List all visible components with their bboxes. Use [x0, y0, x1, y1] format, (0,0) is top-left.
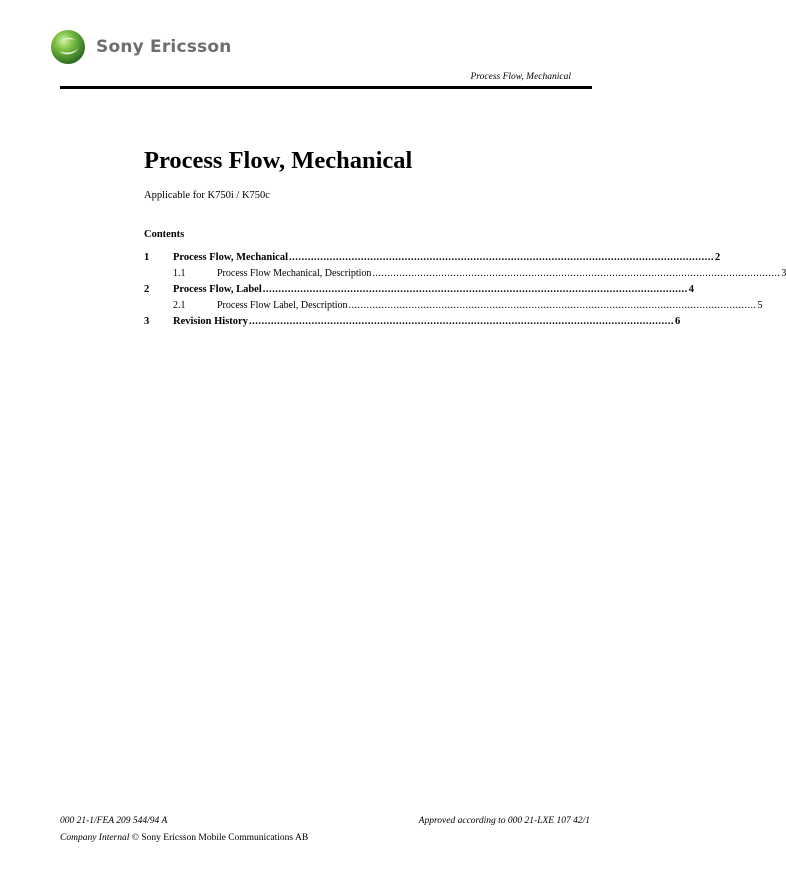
footer-company: Sony Ericsson Mobile Communications AB [141, 833, 309, 843]
toc-entry-number: 3 [144, 316, 150, 327]
header-divider [60, 86, 592, 89]
toc-entry-page: 6 [674, 316, 681, 327]
brand-wordmark: Sony Ericsson [96, 37, 232, 57]
toc-dot-leader: ........................................................................................................................................ [348, 300, 757, 311]
toc-entry[interactable] [144, 298, 763, 314]
document-title: Process Flow, Mechanical [144, 147, 413, 174]
toc-entry-title: Process Flow, Mechanical [173, 252, 288, 263]
toc-entry-number: 2 [144, 284, 150, 295]
footer-copyright [60, 833, 308, 843]
toc-entry-page: 4 [688, 284, 695, 295]
toc-entry-number: 1.1 [173, 268, 186, 279]
toc-entry-title: Process Flow Mechanical, Description [217, 268, 372, 279]
toc-entry-page: 2 [715, 252, 721, 263]
running-header: Process Flow, Mechanical [470, 72, 571, 82]
sony-ericsson-sphere-icon [50, 29, 86, 65]
toc-entry-number: 2.1 [173, 300, 186, 311]
copyright-symbol: © [131, 833, 139, 843]
document-subtitle: Applicable for K750i / K750c [144, 190, 270, 201]
toc-entry[interactable] [144, 250, 721, 266]
footer-doc-number: 000 21-1/FEA 209 544/94 A [60, 816, 168, 826]
toc-dot-leader: ........................................................................................................................................ [372, 268, 781, 279]
toc-entry-page: 3 [781, 268, 786, 279]
contents-heading: Contents [144, 229, 185, 240]
toc-entry-title: Revision History [173, 316, 248, 327]
footer-classification: Company Internal [60, 833, 130, 843]
toc-entry-title: Process Flow Label, Description [217, 300, 348, 311]
toc-dot-leader: ........................................................................................................................................ [248, 316, 674, 327]
toc-entry[interactable] [144, 282, 695, 298]
table-of-contents [144, 250, 786, 330]
toc-dot-leader: ........................................................................................................................................ [289, 252, 714, 263]
company-logo [50, 29, 232, 65]
toc-dot-leader: ........................................................................................................................................ [262, 284, 688, 295]
toc-entry[interactable] [144, 314, 681, 330]
toc-entry-title: Process Flow, Label [173, 284, 262, 295]
toc-entry-page: 5 [757, 300, 763, 311]
toc-entry[interactable] [144, 266, 786, 282]
footer-approval: Approved according to 000 21-LXE 107 42/1 [418, 816, 590, 826]
toc-entry-number: 1 [144, 252, 150, 263]
